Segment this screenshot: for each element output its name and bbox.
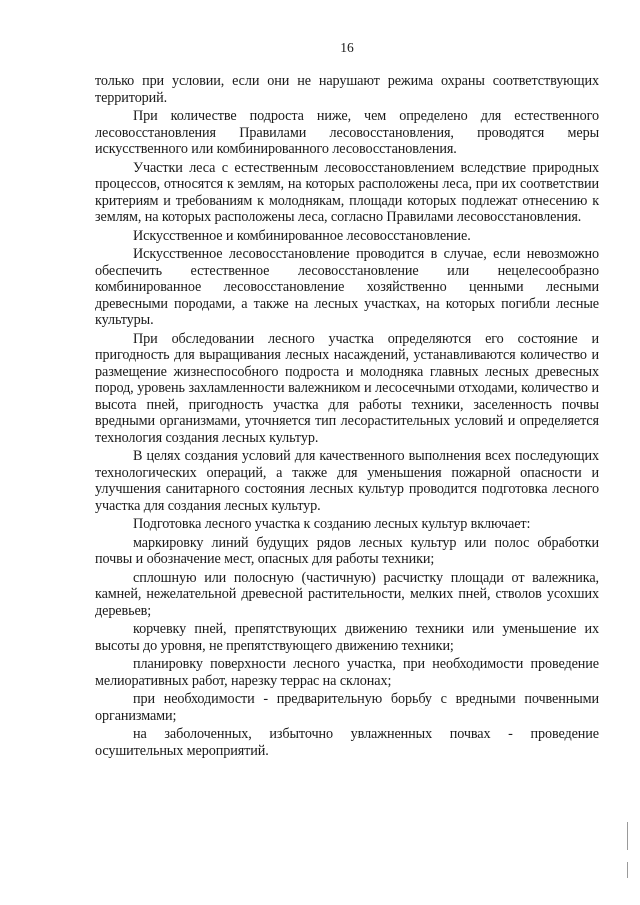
paragraph-continuation: только при условии, если они не нарушают режима охраны соответствующих территорий. xyxy=(95,73,599,106)
paragraph-site-preparation-purpose: В целях создания условий для качественного выполнения всех последующих технологических операций, а также для уменьшения пожарной опасности и улучшения санитарного состояния лесных культур проводится подготовка лесного участка для создания лесных культур. xyxy=(95,448,599,514)
list-item-surface-leveling: планировку поверхности лесного участка, при необходимости проведение мелиоративных работ, нарезку террас на склонах; xyxy=(95,656,599,689)
list-item-pest-control: при необходимости - предварительную борьбу с вредными почвенными организмами; xyxy=(95,691,599,724)
list-item-marking: маркировку линий будущих рядов лесных культур или полос обработки почвы и обозначение мест, опасных для работы техники; xyxy=(95,534,599,567)
paragraph-site-preparation-includes: Подготовка лесного участка к созданию лесных культур включает: xyxy=(133,516,531,532)
scan-edge-mark xyxy=(627,862,628,878)
list-item-drainage: на заболоченных, избыточно увлажненных почвах - проведение осушительных мероприятий. xyxy=(95,726,599,759)
list-item-clearing: сплошную или полосную (частичную) расчистку площади от валежника, камней, нежелательной древесной растительности, мелких пней, стволов усохших деревьев; xyxy=(95,569,599,619)
paragraph-artificial-regeneration: Искусственное лесовосстановление проводится в случае, если невозможно обеспечить естественное лесовосстановление или нецелесообразно комбинированное лесовосстановление хозяйственно ценными лесными древесными породами, а также на лесных участках, на которых погибли лесные культуры. xyxy=(95,246,599,328)
document-body xyxy=(95,73,599,759)
scan-edge-mark xyxy=(627,822,628,850)
paragraph-site-survey: При обследовании лесного участка определяются его состояние и пригодность для выращивания лесных насаждений, устанавливаются количество и размещение жизнеспособного подроста и молодняка главных лесных древесных пород, уровень захламленности валежником и лесосечными отходами, количество и высота пней, пригодность участка для работы техники, заселенность почвы вредными организмами, уточняется тип лесорастительных условий и определяется технология создания лесных культур. xyxy=(95,330,599,446)
list-item-stump-removal: корчевку пней, препятствующих движению техники или уменьшение их высоты до уровня, не препятствующего движению техники; xyxy=(95,621,599,654)
paragraph-insufficient-undergrowth: При количестве подроста ниже, чем определено для естественного лесовосстановления Правилами лесовосстановления, проводятся меры искусственного или комбинированного лесовосстановления. xyxy=(95,108,599,157)
section-heading-artificial-regeneration: Искусственное и комбинированное лесовосстановление. xyxy=(133,227,471,244)
page-number: 16 xyxy=(340,40,354,55)
paragraph-natural-regeneration-plots: Участки леса с естественным лесовосстановлением вследствие природных процессов, относятся к землям, на которых расположены леса, при их соответствии критериям и требованиям к молоднякам, площади которых подлежат отнесению к землям, на которых расположены леса, согласно Правилами лесовосстановления. xyxy=(95,159,599,225)
